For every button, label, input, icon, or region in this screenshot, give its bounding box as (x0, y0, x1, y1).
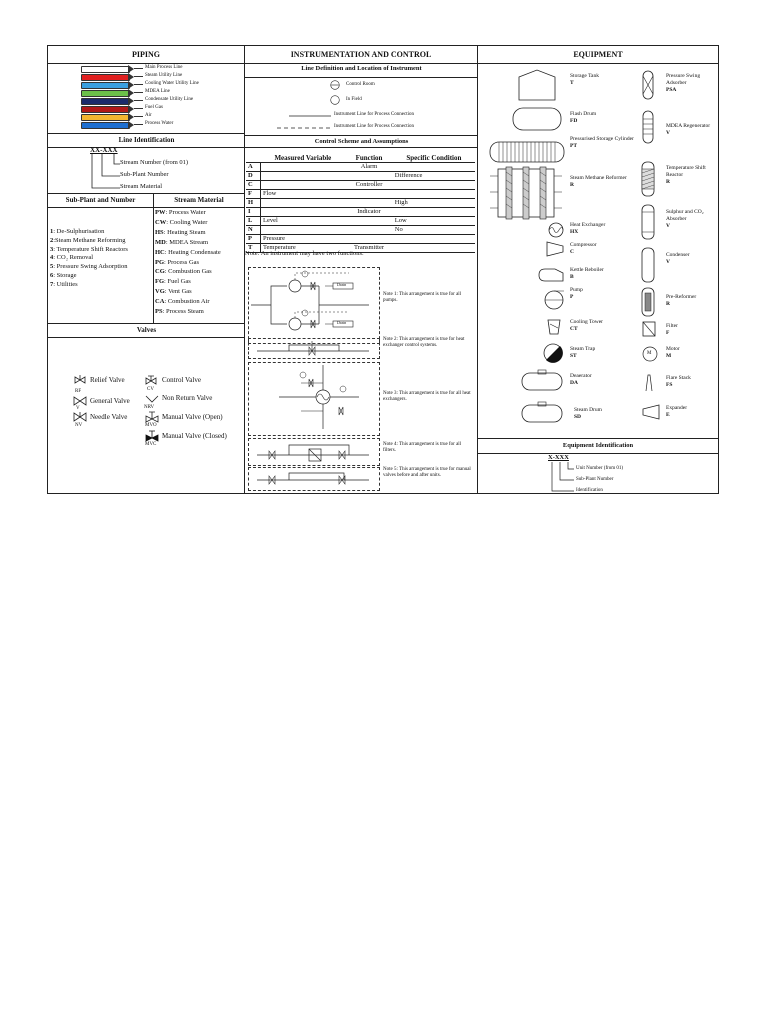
stream-material-item: CW: Cooling Water (155, 218, 208, 226)
control-cell-k: C (246, 181, 261, 190)
control-scheme-table (246, 154, 475, 253)
relief-valve-label: Relief Valve (90, 376, 125, 384)
equipment-id-code: X-XXX (548, 454, 569, 461)
control-room-label: Control Room (346, 82, 375, 87)
pipe-connector (134, 68, 143, 69)
stream-material-item: CA: Combustion Air (155, 298, 210, 306)
control-cell-sc: High (393, 199, 475, 208)
general-valve-abbr: V (76, 406, 80, 411)
line-id-item-3: Stream Material (120, 183, 163, 190)
pipe-label: MDEA Line (145, 89, 170, 94)
eq-kettle-reboiler: Kettle Reboiler B (570, 267, 604, 280)
note3-diagram (248, 362, 380, 436)
control-row (246, 190, 475, 199)
note5-diagram (248, 467, 380, 491)
pipe-swatch (81, 106, 130, 113)
eq-cooling-tower: Cooling Tower CT (570, 319, 603, 332)
subplant-item: 2:Steam Methane Reforming (50, 236, 126, 244)
heat-exchanger-icon (548, 222, 564, 238)
eq-motor: Motor M (666, 346, 680, 359)
subplant-divider (153, 207, 154, 324)
control-cell-mv (261, 199, 346, 208)
control-cell-k: F (246, 190, 261, 199)
control-cell-k: T (246, 244, 261, 253)
control-cell-sc: Low (393, 217, 475, 226)
subplant-item: 5: Pressure Swing Adsorption (50, 263, 128, 271)
general-valve-icon (73, 396, 87, 406)
needle-valve-label: Needle Valve (90, 413, 128, 421)
sulphur-co2-absorber-icon (641, 204, 655, 240)
pressure-swing-adsorber-icon (642, 68, 654, 102)
eq-steam-trap: Steam Trap ST (570, 346, 596, 359)
pipe-label: Cooling Water Utility Line (145, 81, 199, 86)
control-cell-sc: Difference (393, 172, 475, 181)
valves-header: Valves (48, 323, 245, 338)
ctl-col-condition: Specific Condition (393, 154, 475, 163)
control-row (246, 208, 475, 217)
dashed-line-label: Instrument Line for Process Connection (334, 124, 414, 129)
note-4: Note 4: This arrangement is true for all filters. (383, 442, 462, 453)
storage-tank-icon (518, 69, 556, 101)
non-return-valve-icon (145, 394, 159, 404)
control-cell-sc (393, 208, 475, 217)
control-cell-mv: Temperature (261, 244, 346, 253)
control-cell-fn: Controller (345, 181, 393, 190)
stream-material-item: FG: Fuel Gas (155, 278, 191, 286)
solid-line-label: Instrument Line for Process Connection (334, 112, 414, 117)
control-cell-fn (345, 190, 393, 199)
eq-pressurised-storage: Pressurised Storage Cylinder PT (570, 136, 634, 149)
manual-valve-closed-label: Manual Valve (Closed) (162, 432, 227, 440)
pump-icon (543, 289, 565, 311)
control-cell-fn (345, 235, 393, 244)
pipe-connector (134, 92, 143, 93)
eq-condenser: Condenser V (666, 252, 690, 265)
control-cell-mv (261, 208, 346, 217)
flare-stack-icon (644, 373, 654, 393)
control-row (246, 235, 475, 244)
eq-steam-drum: Steam Drum SD (574, 407, 602, 420)
stream-material-item: HC: Heating Condensate (155, 248, 221, 256)
mdea-regenerator-icon (642, 110, 654, 144)
eq-compressor: Compressor C (570, 242, 597, 255)
steam-drum-icon (521, 401, 563, 423)
eq-flash-drum: Flash Drum FD (570, 111, 597, 124)
pipe-label: Fuel Gas (145, 105, 163, 110)
control-cell-fn (345, 199, 393, 208)
note-1: Note 1: This arrangement is true for all pumps. (383, 292, 462, 303)
drain-label-1: Drain (337, 282, 347, 287)
subplant-item: 7: Utilities (50, 280, 78, 288)
control-cell-fn (345, 226, 393, 235)
stream-material-list (155, 208, 221, 317)
eq-psa: Pressure Swing Adsorber PSA (666, 73, 701, 93)
pipe-label: Process Water (145, 121, 174, 126)
pre-reformer-icon (641, 287, 655, 317)
line-id-code: XX-XXX (90, 146, 118, 154)
eq-filter: Filter F (666, 323, 678, 336)
stream-material-item: MD: MDEA Stream (155, 238, 209, 246)
general-valve-label: General Valve (90, 397, 130, 405)
control-room-icon (330, 80, 340, 90)
pipe-swatch (81, 74, 130, 81)
control-cell-sc (393, 235, 475, 244)
condenser-icon (641, 247, 655, 283)
control-cell-sc (393, 181, 475, 190)
stream-material-item: PW: Process Water (155, 209, 206, 216)
equipment-column (478, 46, 718, 493)
equipment-identification-title: Equipment Identification (478, 438, 718, 454)
eq-expander: Expander E (666, 405, 688, 418)
pressurised-storage-cylinder-icon (489, 141, 565, 163)
ctl-col-key (246, 154, 261, 163)
eq-pump: Pump P (570, 287, 583, 300)
control-row (246, 163, 475, 172)
pipe-swatch (81, 98, 130, 105)
control-cell-k: N (246, 226, 261, 235)
control-cell-mv (261, 181, 346, 190)
control-valve-label: Control Valve (162, 376, 201, 384)
manual-valve-closed-abbr: MVC (145, 442, 157, 447)
control-cell-k: H (246, 199, 261, 208)
manual-valve-arrangement (249, 468, 379, 490)
relief-valve-abbr: RF (75, 389, 82, 394)
equipment-header: EQUIPMENT (478, 46, 718, 64)
pipe-label: Main Process Line (145, 65, 183, 70)
stream-material-header: Stream Material (153, 193, 245, 208)
note-2: Note 2: This arrangement is true for heat exchanger control systems. (383, 337, 465, 348)
control-cell-mv: Level (261, 217, 346, 226)
needle-valve-icon (73, 412, 87, 422)
control-cell-sc (393, 163, 475, 172)
control-cell-fn (345, 217, 393, 226)
pipe-label: Condensate Utility Line (145, 97, 194, 102)
control-row (246, 181, 475, 190)
control-row (246, 226, 475, 235)
stream-material-item: CG: Combustion Gas (155, 268, 212, 276)
note2-diagram (248, 338, 380, 359)
arrow-right-icon (128, 65, 134, 73)
cooling-tower-icon (545, 318, 563, 336)
stream-material-item: HS: Heating Steam (155, 228, 206, 236)
equipment-id-bracket (550, 462, 576, 492)
eq-temperature-shift-reactor: Temperature Shift Reactor R (666, 165, 706, 185)
motor-glyph: M (647, 351, 652, 356)
control-cell-fn (345, 172, 393, 181)
note1-diagram (248, 267, 380, 344)
subplant-list (50, 228, 128, 290)
eq-sulphur-absorber: Sulphur and CO₂ Absorber V (666, 209, 704, 229)
line-definition-title: Line Definition and Location of Instrument (245, 65, 478, 78)
control-valve-abbr: CV (147, 387, 154, 392)
control-cell-sc (393, 190, 475, 199)
flash-drum-icon (512, 107, 562, 131)
drain-label-2: Drain (337, 320, 347, 325)
filter-icon (642, 321, 656, 337)
subplant-header: Sub-Plant and Number (48, 193, 154, 208)
control-cell-k: L (246, 217, 261, 226)
arrow-right-icon (128, 73, 134, 81)
control-cell-mv (261, 226, 346, 235)
dashed-line-icon (277, 127, 331, 129)
control-cell-k: D (246, 172, 261, 181)
steam-trap-icon (542, 342, 564, 364)
steam-methane-reformer-icon (490, 166, 562, 220)
heat-exchanger-arrangement (249, 363, 379, 435)
line-identification-header: Line Identification (48, 133, 245, 148)
equipment-id-item-3: Identification (576, 488, 603, 493)
pipe-connector (134, 76, 143, 77)
non-return-valve-abbr: NRV (144, 405, 155, 410)
pipe-connector (134, 124, 143, 125)
pipe-connector (134, 100, 143, 101)
ctl-col-measured: Measured Variable (261, 154, 346, 163)
eq-steam-methane-reformer: Steam Methane Reformer R (570, 175, 627, 188)
in-field-icon (330, 95, 340, 105)
pipe-connector (134, 116, 143, 117)
pump-arrangement-diagram (249, 268, 379, 343)
control-row (246, 217, 475, 226)
control-row (246, 199, 475, 208)
arrow-right-icon (128, 97, 134, 105)
manual-valve-open-abbr: MVO (145, 423, 157, 428)
control-scheme-title: Control Scheme and Assumptions (245, 135, 478, 148)
pipe-swatch (81, 90, 130, 97)
control-cell-mv: Pressure (261, 235, 346, 244)
control-cell-fn: Alarm (345, 163, 393, 172)
control-cell-mv (261, 163, 346, 172)
note4-diagram (248, 438, 380, 466)
note-3: Note 3: This arrangement is true for all heat exchangers. (383, 391, 471, 402)
subplant-item: 6: Storage (50, 271, 77, 279)
eq-heat-exchanger: Heat Exchanger HX (570, 222, 606, 235)
control-cell-mv: Flow (261, 190, 346, 199)
compressor-icon (545, 240, 565, 258)
piping-column (48, 46, 245, 493)
instrumentation-column (245, 46, 478, 493)
eq-mdea-regenerator: MDEA Regenerator V (666, 123, 711, 136)
control-cell-fn: Transmitter (345, 244, 393, 253)
control-cell-mv (261, 172, 346, 181)
control-cell-k: A (246, 163, 261, 172)
deaerator-icon (521, 369, 563, 391)
control-cell-k: P (246, 235, 261, 244)
manual-valve-closed-icon (145, 430, 159, 442)
piping-header: PIPING (48, 46, 244, 64)
pipe-connector (134, 84, 143, 85)
control-valve-icon (145, 375, 157, 387)
control-cell-fn: Indicator (345, 208, 393, 217)
arrow-right-icon (128, 81, 134, 89)
line-id-item-2: Sub-Plant Number (120, 171, 169, 178)
solid-line-icon (289, 115, 331, 117)
hx-control-diagram (249, 339, 379, 358)
control-footnote: Note: An instrument may have two functions. (245, 250, 364, 257)
stream-material-item: PG: Process Gas (155, 258, 200, 266)
subplant-item: 1: De-Sulphurisation (50, 228, 105, 235)
pipe-swatch (81, 122, 130, 129)
instrumentation-header: INSTRUMENTATION AND CONTROL (245, 46, 477, 64)
pipe-swatch (81, 66, 130, 73)
relief-valve-icon (74, 375, 86, 387)
pipe-swatch (81, 82, 130, 89)
control-cell-sc: No (393, 226, 475, 235)
arrow-right-icon (128, 113, 134, 121)
expander-icon (641, 403, 661, 421)
ctl-col-function: Function (345, 154, 393, 163)
pipe-label: Air (145, 113, 152, 118)
note-5: Note 5: This arrangement is true for manual valves before and after units. (383, 467, 471, 478)
subplant-item: 3: Temperature Shift Reactors (50, 245, 128, 253)
in-field-label: In Field (346, 97, 362, 102)
eq-pre-reformer: Pre-Reformer R (666, 294, 697, 307)
filter-arrangement (249, 439, 379, 465)
arrow-right-icon (128, 121, 134, 129)
needle-valve-abbr: NV (75, 423, 83, 428)
arrow-right-icon (128, 89, 134, 97)
manual-valve-open-icon (145, 411, 159, 423)
control-cell-sc (393, 244, 475, 253)
subplant-item: 4: CO₂ Removal (50, 254, 94, 262)
temperature-shift-reactor-icon (641, 161, 655, 197)
line-id-item-1: Stream Number (from 01) (120, 159, 189, 166)
arrow-right-icon (128, 105, 134, 113)
manual-valve-open-label: Manual Valve (Open) (162, 413, 223, 421)
eq-storage-tank: Storage Tank T (570, 73, 599, 86)
equipment-id-item-1: Unit Number (from 01) (576, 466, 624, 471)
eq-deaerator: Deaerator DA (570, 373, 592, 386)
legend-sheet (47, 45, 719, 494)
stream-material-item: PS: Process Steam (155, 308, 204, 316)
control-cell-k: I (246, 208, 261, 217)
kettle-reboiler-icon (537, 267, 565, 283)
pipe-label: Steam Utility Line (145, 73, 183, 78)
equipment-id-item-2: Sub-Plant Number (576, 477, 614, 482)
eq-flare-stack: Flare Stack FS (666, 375, 691, 388)
non-return-valve-label: Non Return Valve (162, 394, 213, 402)
control-row (246, 172, 475, 181)
pipe-connector (134, 108, 143, 109)
pipe-swatch (81, 114, 130, 121)
stream-material-item: VG: Vent Gas (155, 288, 192, 296)
